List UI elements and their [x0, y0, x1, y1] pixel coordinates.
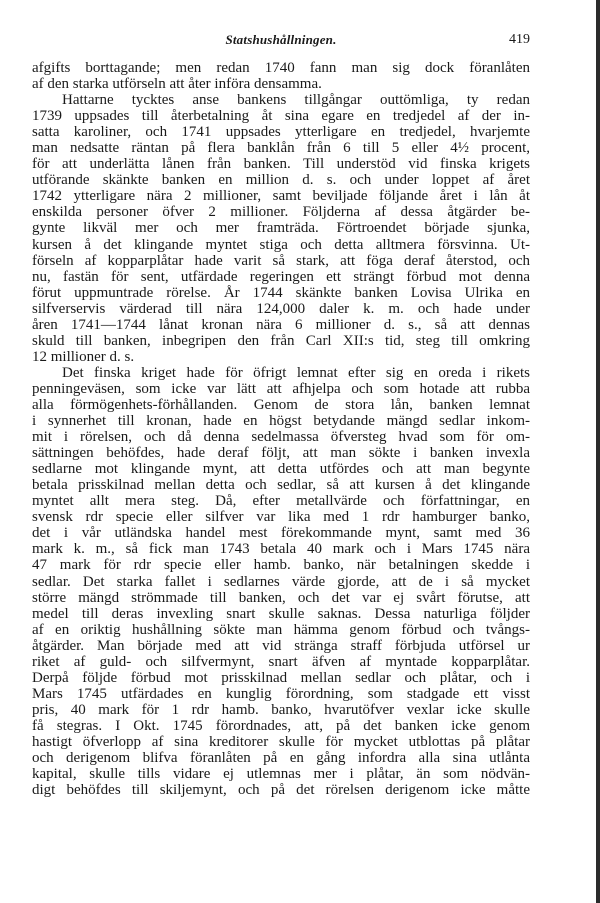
- text-line: betala prisskilnad mellan detta och sedlar, så att kursen å det klingande: [32, 477, 530, 494]
- text-line: gynte likväl mer och mer framträda. Förtroendet började sjunka,: [32, 220, 530, 237]
- text-line: kapital, skulle tills vidare ej utlemnas mer i plåtar, än som nödvän-: [32, 766, 530, 783]
- text-line: digt behöfdes till skiljemynt, och på det rörelsen derigenom icke måtte: [32, 782, 530, 799]
- text-line: åren 1741—1744 lånat kronan nära 6 millioner d. s., så att dennas: [32, 316, 530, 333]
- text-line: Derpå följde förbud mot prisskilnad mellan sedlar och plåtar, och i: [32, 669, 530, 686]
- scan-edge: [596, 0, 600, 903]
- text-line: 1739 uppsades till återbetalning åt sina egare en tredjedel af der in-: [32, 108, 530, 125]
- text-line: förseln af kopparplåtar hade varit så stark, att föga deraf återstod, och: [32, 252, 530, 269]
- text-line: förut uppmuntrade rörelse. År 1744 skänkte banken Lovisa Ulrika en: [32, 284, 530, 301]
- text-line: enskilda personer öfver 2 millioner. Följderna af dessa åtgärder be-: [32, 204, 530, 221]
- text-line: Mars 1745 utfärdades en kunglig förordning, som stadgade ett visst: [32, 685, 530, 702]
- text-line: skuld till banken, inbegripen den från Carl XII:s tid, steg till omkring: [32, 332, 530, 349]
- page-header: [32, 32, 530, 54]
- text-line: 12 millioner d. s.: [32, 348, 135, 365]
- page-number: 419: [509, 32, 530, 47]
- text-line: pris, 40 mark för 1 rdr hamb. banko, hvarutöfver vexlar icke skulle: [32, 701, 530, 718]
- text-line: myntet allt mera steg. Då, efter metallvärde och författningar, en: [32, 493, 530, 510]
- text-line: sedlarne mot klingande mynt, att detta utfördes och att man begynte: [32, 461, 530, 478]
- text-line: mit i rörelsen, och då denna sedelmassa öfversteg hvad som för om-: [32, 429, 530, 446]
- text-line: mark k. m., så fick man 1743 betala 40 mark och i Mars 1745 nära: [32, 541, 530, 558]
- text-line: alla förmögenhets-förhållanden. Genom de stora lån, banken lemnat: [32, 396, 530, 413]
- text-line: medel till deras invexling snart skulle saknas. Dessa naturliga följder: [32, 605, 530, 622]
- text-line: svensk rdr specie eller silfver var lika med 1 rdr hamburger banko,: [32, 509, 530, 526]
- text-line: sättningen behöfdes, hade deraf följt, att man sökte i banken invexla: [32, 445, 530, 462]
- body-text: [32, 60, 530, 798]
- text-line: 47 mark för rdr specie eller hamb. banko, när betalningen skedde i: [32, 557, 530, 574]
- text-line: och derigenom blifva föranlåten på en gång infordra alla sina utlånta: [32, 750, 530, 767]
- text-line: kursen å det klingande myntet stiga och detta alltmera försvinna. Ut-: [32, 236, 530, 253]
- text-line: satta karoliner, och 1741 uppsades ytterligare en tredjedel, hvarjemte: [32, 124, 530, 141]
- text-line: i synnerhet till kronan, hade en högst betydande mängd sedlar inkom-: [32, 413, 530, 430]
- text-line: utförande skänkte banken en million d. s. och under loppet af året: [32, 172, 530, 189]
- text-line: åtgärder. Man började med att vid stränga straff förbjuda utförsel ur: [32, 637, 530, 654]
- text-line: få stegras. I Okt. 1745 förordnades, att, på det banken icke genom: [32, 717, 530, 734]
- text-line: Hattarne tycktes anse bankens tillgångar outtömliga, ty redan: [62, 92, 530, 109]
- text-line: hastigt öfverlopp af sina kreditorer skulle för mycket utblottas på plåtar: [32, 733, 530, 750]
- text-line: af en oriktig hushållning sökte man hämma genom förbud och tvångs-: [32, 621, 530, 638]
- text-line: afgifts borttagande; men redan 1740 fann man sig dock föranlåten: [32, 60, 530, 76]
- running-title: Statshushållningen.: [225, 32, 337, 47]
- text-line: man nedsatte räntan på flera banklån från 6 till 5 eller 4½ procent,: [32, 140, 530, 157]
- text-line: af den starka utförseln att åter införa densamma.: [32, 76, 322, 93]
- text-line: för att underlätta lånen från banken. Till understöd vid finska krigets: [32, 156, 530, 173]
- text-line: sedlar. Det starka fallet i sedlarnes värde gjorde, att de i så mycket: [32, 573, 530, 590]
- text-line: 1742 ytterligare nära 2 millioner, samt beviljade följande året i lån åt: [32, 188, 530, 205]
- text-line: det i vår utländska handel mest förekommande mynt, samt med 36: [32, 525, 530, 542]
- text-line: penningeväsen, som icke var lätt att afhjelpa och som hotade att rubba: [32, 380, 530, 397]
- text-line: riket af guld- och silfvermynt, snart äfven af myntade kopparplåtar.: [32, 653, 530, 670]
- text-line: nu, fastän för sent, utfärdade regeringen ett strängt förbud mot denna: [32, 268, 530, 285]
- text-line: Det finska kriget hade för öfrigt lemnat efter sig en oreda i rikets: [62, 364, 530, 381]
- text-line: silfverservis värderad till nära 124,000 daler k. m. och hade under: [32, 300, 530, 317]
- text-line: större mängd strömmade till banken, och det var ej svårt förutse, att: [32, 589, 530, 606]
